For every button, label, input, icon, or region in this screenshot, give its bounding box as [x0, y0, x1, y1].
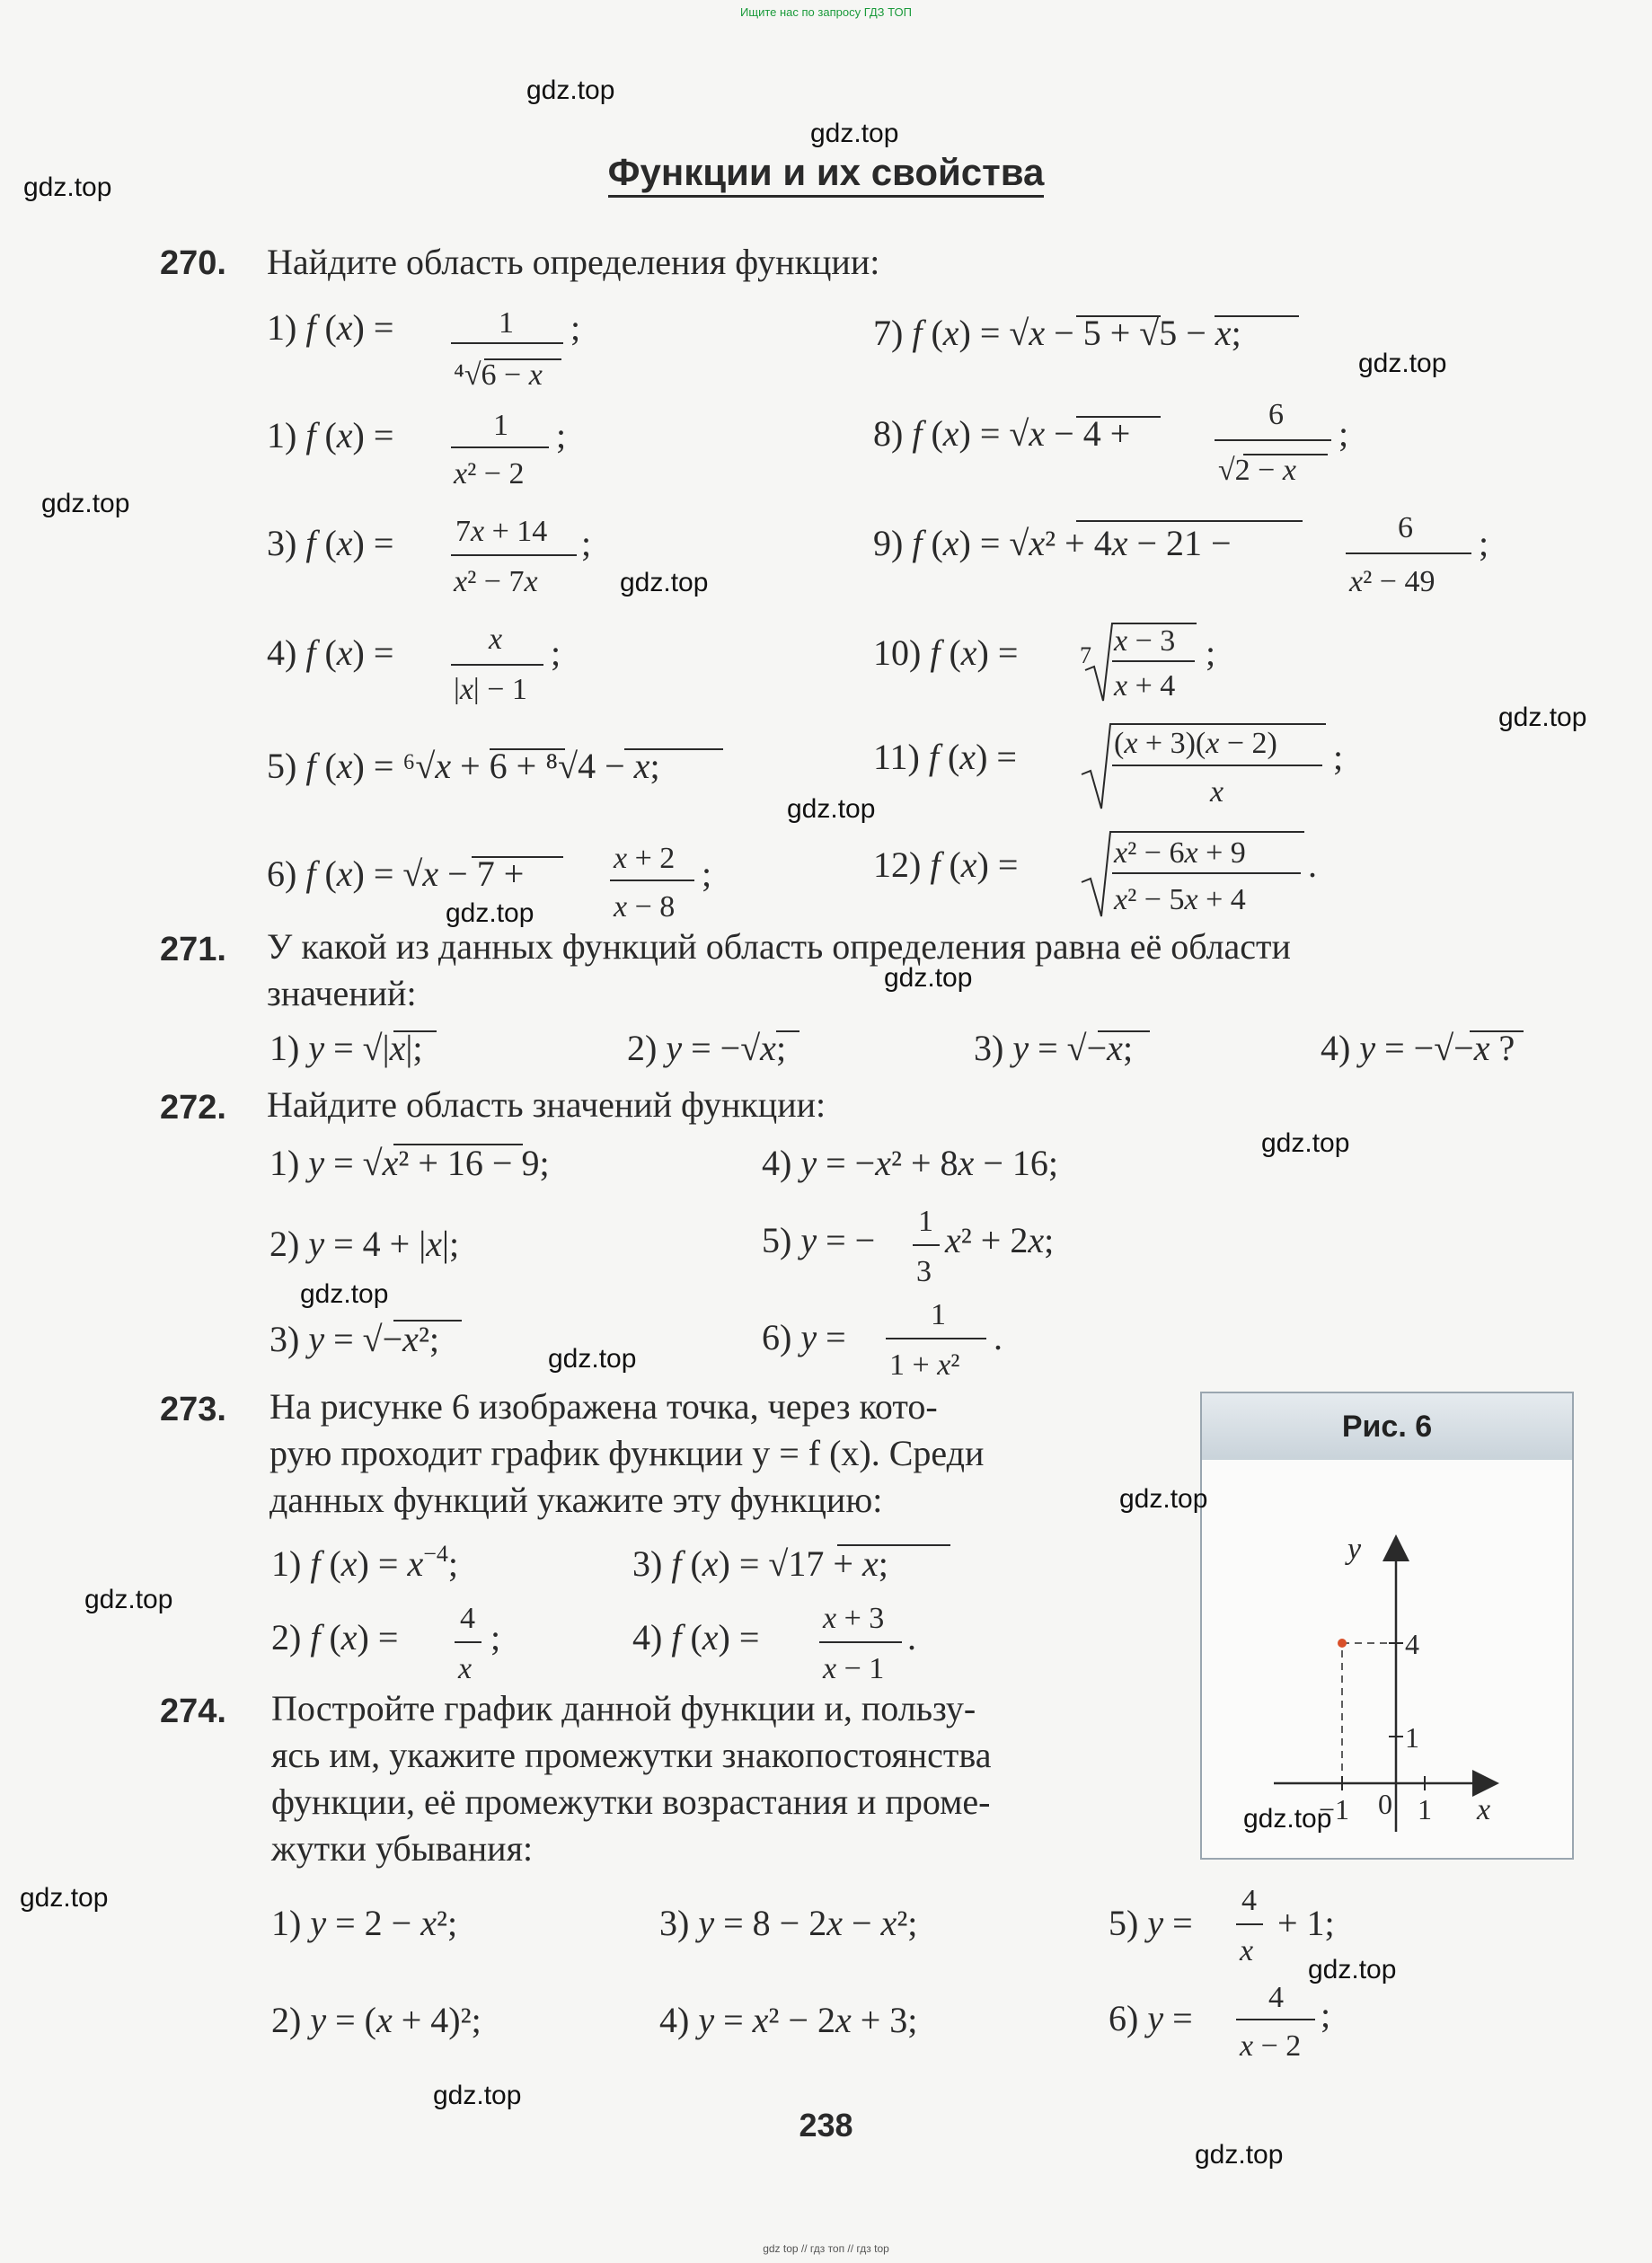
formula-274-4: [659, 1993, 1019, 2050]
formula-271-3: [974, 1024, 1207, 1078]
formula-270-1: [267, 313, 635, 393]
svg-text:x² − 6x + 9: x² − 6x + 9: [1114, 836, 1246, 870]
svg-text:1 + x²: 1 + x²: [889, 1348, 960, 1382]
top-note: Ищите нас по запросу ГДЗ ТОП: [740, 5, 912, 19]
watermark: gdz.top: [1195, 2140, 1284, 2170]
watermark: gdz.top: [787, 794, 876, 824]
figure-title: Рис. 6: [1202, 1393, 1572, 1460]
bottom-note: gdz top // гдз топ // гдз top: [763, 2242, 889, 2255]
svg-text:x: x: [1210, 775, 1224, 809]
svg-text:2) y = 4 + |x|;: 2) y = 4 + |x|;: [269, 1224, 460, 1264]
svg-text:x² − 49: x² − 49: [1349, 565, 1436, 598]
problem-text-273-line-2: рую проходит график функции y = f (x). Среди: [269, 1433, 985, 1473]
formula-270-10: [873, 611, 1286, 710]
svg-text:x: x: [489, 623, 503, 656]
svg-text:3) f (x) =: 3) f (x) =: [267, 523, 394, 563]
problem-274-item-1: [271, 1896, 541, 1962]
figure-plot: [1202, 1460, 1572, 1858]
svg-text:|x| − 1: |x| − 1: [454, 673, 527, 704]
problem-273-item-3: [632, 1531, 974, 1603]
watermark: gdz.top: [810, 119, 899, 148]
formula-273-1: [271, 1540, 541, 1597]
problem-270-item-11: [873, 715, 1376, 823]
formula-273-2: [271, 1603, 541, 1693]
formula-270-3: [267, 514, 635, 604]
svg-text:2) f (x) =: 2) f (x) =: [271, 1617, 399, 1657]
svg-text:5) f (x) = ⁶√x + 6 + ⁸√4 − x;: 5) f (x) = ⁶√x + 6 + ⁸√4 − x;: [267, 746, 660, 786]
svg-text:3) y = 8 − 2x − x²;: 3) y = 8 − 2x − x²;: [659, 1903, 918, 1943]
tick-label-y-4: 4: [1405, 1628, 1419, 1660]
problem-270-item-1: [267, 313, 635, 402]
svg-text:2) y = −√x;: 2) y = −√x;: [627, 1028, 787, 1068]
svg-text:x − 1: x − 1: [823, 1652, 885, 1685]
watermark: gdz.top: [1261, 1128, 1350, 1158]
svg-text:;: ;: [702, 853, 712, 894]
problem-270-item-5: [267, 742, 770, 805]
svg-text:x − 2: x − 2: [1240, 2029, 1302, 2061]
svg-text:7x + 14: 7x + 14: [455, 515, 548, 548]
problem-272-item-6: [762, 1297, 1031, 1396]
problem-text-270: Найдите область определения функции:: [267, 242, 880, 282]
problem-text-274-line-1: Постройте график данной функции и, пользу-: [271, 1688, 976, 1728]
formula-274-2: [271, 1993, 559, 2050]
watermark: gdz.top: [84, 1585, 173, 1614]
problem-270-item-8: [873, 397, 1376, 505]
problem-273-item-4: [632, 1599, 974, 1698]
tick-label-y-1: 1: [1405, 1721, 1419, 1754]
svg-text:x + 4: x + 4: [1114, 669, 1176, 703]
svg-text:1) y = √|x|;: 1) y = √|x|;: [269, 1028, 423, 1068]
svg-text:5) y = −: 5) y = −: [762, 1220, 876, 1260]
svg-text:.: .: [994, 1317, 1003, 1357]
formula-272-4: [762, 1136, 1157, 1193]
problem-number-272: 272.: [160, 1089, 226, 1127]
svg-text:1) f (x) =: 1) f (x) =: [267, 313, 394, 348]
svg-text:;: ;: [1333, 737, 1344, 777]
problem-text-273-line-1: На рисунке 6 изображена точка, через кото-: [269, 1386, 938, 1427]
svg-text:⁴√6 − x: ⁴√6 − x: [454, 358, 543, 392]
formula-271-1: [269, 1024, 503, 1078]
formula-272-1: [269, 1136, 647, 1193]
figure-6: [1200, 1392, 1574, 1860]
watermark: gdz.top: [433, 2081, 522, 2110]
svg-text:10) f (x) =: 10) f (x) =: [873, 632, 1019, 673]
watermark: gdz.top: [1243, 1804, 1332, 1834]
svg-text:x: x: [1240, 1934, 1254, 1964]
watermark: gdz.top: [526, 75, 615, 105]
svg-text:3) y = √−x²;: 3) y = √−x²;: [269, 1319, 440, 1359]
formula-270-4: [267, 623, 635, 704]
formula-272-3: [269, 1312, 539, 1369]
watermark: gdz.top: [884, 963, 973, 993]
svg-text:√2 − x: √2 − x: [1218, 454, 1296, 487]
svg-text:;: ;: [1321, 1994, 1331, 2035]
page-title: Функции и их свойства: [0, 151, 1652, 194]
svg-text:4) y = x² − 2x + 3;: 4) y = x² − 2x + 3;: [659, 2000, 918, 2040]
svg-text:1) y = √x² + 16 − 9;: 1) y = √x² + 16 − 9;: [269, 1143, 550, 1183]
watermark: gdz.top: [20, 1883, 109, 1913]
problem-274-item-3: [659, 1896, 1019, 1962]
formula-270-5: [267, 742, 770, 796]
svg-text:4: 4: [460, 1603, 475, 1635]
tick-label-origin: 0: [1378, 1788, 1392, 1820]
svg-text:5) y =: 5) y =: [1109, 1903, 1193, 1943]
formula-273-3: [632, 1531, 974, 1594]
problem-274-item-2: [271, 1993, 559, 2059]
problem-number-271: 271.: [160, 931, 226, 968]
svg-text:4: 4: [1241, 1884, 1257, 1917]
formula-272-5: [762, 1198, 1121, 1288]
problem-text-272: Найдите область значений функции:: [267, 1084, 826, 1125]
problem-number-274: 274.: [160, 1693, 226, 1730]
svg-text:x² + 2x;: x² + 2x;: [945, 1220, 1055, 1260]
problem-text-271-line-2: значений:: [267, 973, 417, 1013]
watermark: gdz.top: [548, 1344, 637, 1374]
problem-270-item-12: [873, 823, 1376, 931]
problem-271-item-1: [269, 1024, 503, 1087]
svg-text:6) f (x) = √x − 7 +: 6) f (x) = √x − 7 +: [267, 853, 525, 894]
problem-text-274-line-4: жутки убывания:: [271, 1828, 534, 1869]
svg-text:9) f (x) = √x² + 4x − 21 −: 9) f (x) = √x² + 4x − 21 −: [873, 523, 1232, 563]
svg-text:x² − 2: x² − 2: [454, 457, 525, 491]
watermark: gdz.top: [1358, 349, 1447, 378]
svg-text:;: ;: [581, 523, 592, 563]
svg-text:6: 6: [1268, 398, 1284, 431]
tick-label-x-neg-1: −1: [1319, 1793, 1350, 1825]
watermark: gdz.top: [446, 898, 534, 928]
formula-270-11: [873, 715, 1376, 814]
svg-text:8) f (x) = √x − 4 +: 8) f (x) = √x − 4 +: [873, 413, 1131, 454]
svg-text:4) f (x) =: 4) f (x) =: [267, 632, 394, 673]
y-axis-label: y: [1347, 1533, 1362, 1566]
problem-272-item-1: [269, 1136, 647, 1202]
svg-text:x: x: [458, 1652, 473, 1685]
formula-270-9: [873, 508, 1502, 607]
page-number: 238: [799, 2107, 853, 2144]
problem-271-item-4: [1321, 1024, 1581, 1087]
problem-271-item-3: [974, 1024, 1207, 1087]
formula-272-2: [269, 1216, 557, 1274]
formula-274-1: [271, 1896, 541, 1953]
problem-274-item-6: [1109, 1971, 1396, 2070]
svg-text:3) y = √−x;: 3) y = √−x;: [974, 1028, 1134, 1068]
formula-270-8: [873, 397, 1376, 496]
svg-text:;: ;: [1206, 632, 1216, 673]
svg-text:3) f (x) = √17 + x;: 3) f (x) = √17 + x;: [632, 1543, 888, 1584]
formula-272-6: [762, 1297, 1031, 1387]
svg-text:1: 1: [499, 313, 514, 340]
formula-274-3: [659, 1896, 1019, 1953]
svg-text:x² − 5x + 4: x² − 5x + 4: [1114, 883, 1246, 916]
formula-273-4: [632, 1599, 974, 1689]
problem-272-item-4: [762, 1136, 1157, 1202]
svg-text:11) f (x) =: 11) f (x) =: [873, 737, 1017, 777]
problem-272-item-2: [269, 1216, 557, 1283]
problem-text-273-line-3: данных функций укажите эту функцию:: [269, 1480, 883, 1520]
data-point: [1338, 1639, 1347, 1648]
svg-text:6: 6: [1398, 511, 1413, 544]
problem-number-270: 270.: [160, 244, 226, 282]
problem-271-item-2: [627, 1024, 861, 1087]
problem-274-item-4: [659, 1993, 1019, 2059]
problem-270-item-7: [873, 309, 1358, 372]
problem-270-item-2: [267, 415, 635, 505]
problem-270-item-10: [873, 611, 1286, 719]
svg-text:2) y = (x + 4)²;: 2) y = (x + 4)²;: [271, 2000, 481, 2040]
svg-text:.: .: [1308, 844, 1317, 885]
formula-274-5: [1109, 1874, 1396, 1964]
svg-text:x + 2: x + 2: [614, 842, 676, 875]
svg-text:7: 7: [1080, 642, 1091, 668]
problem-text-271-line-1: У какой из данных функций область определения равна её области: [267, 926, 1291, 967]
watermark: gdz.top: [23, 172, 112, 202]
svg-text:(x + 3)(x − 2): (x + 3)(x − 2): [1114, 727, 1277, 760]
svg-text:x² − 7x: x² − 7x: [454, 565, 538, 598]
svg-text:;: ;: [1479, 523, 1489, 563]
svg-text:;: ;: [490, 1617, 501, 1657]
problem-272-item-5: [762, 1198, 1121, 1297]
svg-text:x + 3: x + 3: [823, 1602, 885, 1635]
svg-text:4) f (x) =: 4) f (x) =: [632, 1617, 760, 1657]
svg-text:x − 3: x − 3: [1114, 624, 1176, 658]
svg-text:;: ;: [1338, 413, 1349, 454]
svg-text:;: ;: [570, 313, 581, 348]
watermark: gdz.top: [1308, 1955, 1397, 1985]
formula-271-2: [627, 1024, 861, 1078]
formula-271-4: [1321, 1024, 1581, 1078]
svg-text:1: 1: [931, 1298, 946, 1331]
watermark: gdz.top: [1119, 1484, 1208, 1514]
problem-270-item-9: [873, 508, 1502, 616]
formula-270-12: [873, 823, 1376, 922]
svg-text:;: ;: [556, 415, 567, 455]
formula-270-2: [267, 415, 635, 496]
svg-text:1: 1: [493, 415, 508, 442]
problem-270-item-4: [267, 623, 635, 713]
svg-text:4: 4: [1268, 1981, 1284, 2014]
x-axis-label: x: [1477, 1793, 1491, 1826]
problem-text-274-line-2: ясь им, укажите промежутки знакопостоянства: [271, 1735, 992, 1775]
svg-text:1: 1: [918, 1205, 933, 1238]
watermark: gdz.top: [41, 489, 130, 518]
svg-text:.: .: [907, 1617, 916, 1657]
watermark: gdz.top: [300, 1279, 389, 1309]
svg-text:1) f (x) =: 1) f (x) =: [267, 415, 394, 455]
svg-text:1) y = 2 − x²;: 1) y = 2 − x²;: [271, 1903, 458, 1943]
svg-text:+ 1;: + 1;: [1277, 1903, 1335, 1943]
problem-272-item-3: [269, 1312, 539, 1378]
problem-270-item-3: [267, 514, 635, 613]
problem-text-274-line-3: функции, её промежутки возрастания и проме-: [271, 1781, 991, 1822]
svg-text:7) f (x) = √x − 5 + √5 − x;: 7) f (x) = √x − 5 + √5 − x;: [873, 313, 1241, 353]
svg-text:12) f (x) =: 12) f (x) =: [873, 844, 1019, 885]
svg-text:1) f (x) = x−4;: 1) f $(x) = x^{-4}$;: [271, 1541, 458, 1584]
svg-text:4) y = −x² + 8x − 16;: 4) y = −x² + 8x − 16;: [762, 1143, 1058, 1183]
svg-text:;: ;: [551, 632, 561, 673]
svg-text:6) y =: 6) y =: [762, 1317, 846, 1357]
formula-270-7: [873, 309, 1358, 363]
problem-number-273: 273.: [160, 1391, 226, 1428]
tick-label-x-1: 1: [1418, 1793, 1432, 1825]
svg-text:3: 3: [916, 1255, 932, 1288]
problem-273-item-1: [271, 1540, 541, 1606]
watermark: gdz.top: [1498, 703, 1587, 732]
svg-text:x − 8: x − 8: [614, 890, 676, 924]
svg-text:6) y =: 6) y =: [1109, 1998, 1193, 2038]
watermark: gdz.top: [620, 568, 709, 597]
svg-text:4) y = −√−x ?: 4) y = −√−x ?: [1321, 1028, 1515, 1068]
